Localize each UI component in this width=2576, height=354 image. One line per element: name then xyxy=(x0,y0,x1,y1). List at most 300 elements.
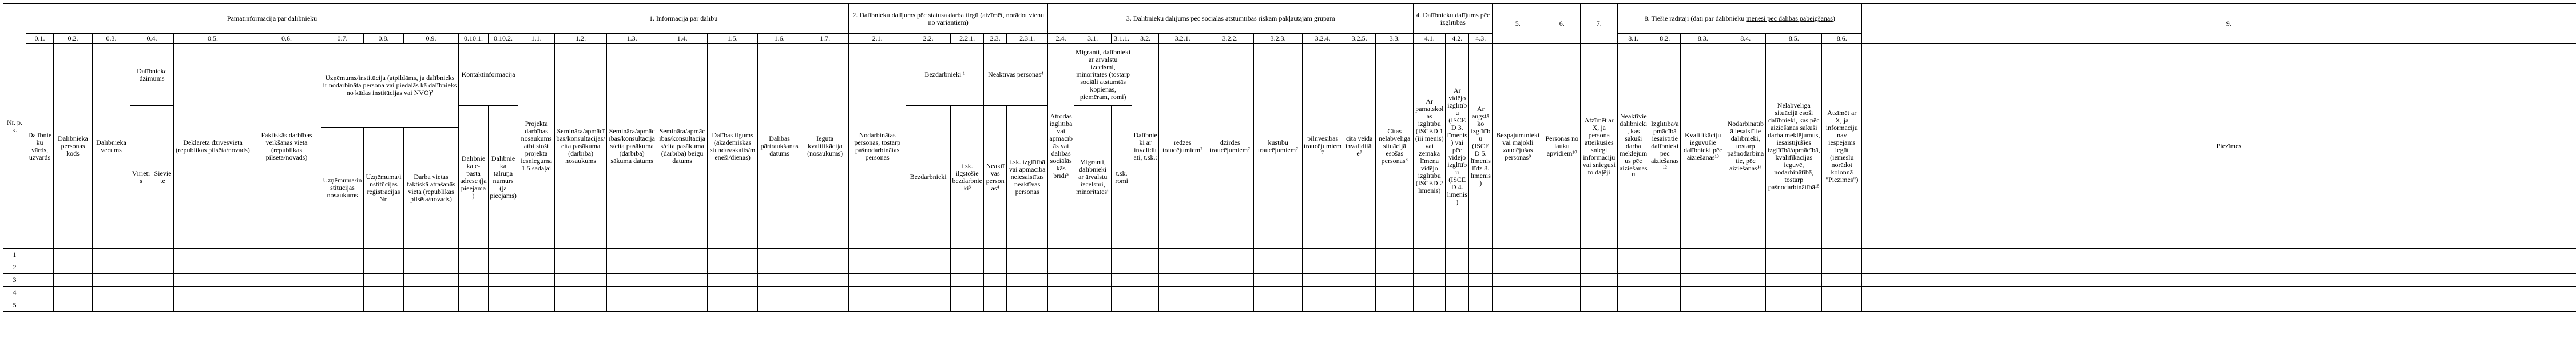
table-cell[interactable] xyxy=(1446,249,1469,261)
table-row xyxy=(3,261,2576,274)
num-3-2-1: 3.2.1. xyxy=(1159,34,1206,44)
table-cell[interactable] xyxy=(1159,287,1206,299)
table-cell[interactable] xyxy=(801,249,849,261)
table-cell[interactable] xyxy=(1048,287,1074,299)
table-cell[interactable] xyxy=(1766,261,1822,274)
num-2-3: 2.3. xyxy=(984,34,1007,44)
table-cell[interactable] xyxy=(364,299,404,312)
table-cell[interactable] xyxy=(1649,287,1681,299)
table-cell[interactable] xyxy=(404,261,459,274)
table-cell[interactable] xyxy=(1343,299,1376,312)
table-cell[interactable] xyxy=(1007,299,1048,312)
num-8-5: 8.5. xyxy=(1766,34,1822,44)
table-cell[interactable] xyxy=(93,274,130,287)
table-cell[interactable] xyxy=(459,299,489,312)
table-cell[interactable] xyxy=(1303,287,1343,299)
table-cell[interactable] xyxy=(54,274,93,287)
table-cell[interactable] xyxy=(174,287,252,299)
table-cell[interactable] xyxy=(1254,249,1303,261)
table-cell[interactable] xyxy=(174,274,252,287)
table-cell[interactable] xyxy=(252,261,321,274)
table-cell[interactable] xyxy=(404,249,459,261)
table-cell[interactable] xyxy=(1725,249,1766,261)
num-8-1: 8.1. xyxy=(1618,34,1649,44)
table-cell[interactable] xyxy=(849,274,906,287)
table-cell[interactable] xyxy=(758,299,801,312)
table-cell[interactable] xyxy=(489,261,518,274)
header-disadvantaged-after: Nelabvēlīgā situācijā esoši dalībnieki, kas pēc aiziešanas sākuši darba meklējumus, iesaistījušies izglītībā/apmācībā, kvalifikācijas ieguvē, nodarbinātībā, tostarp pašnodarbinātībā¹⁵ xyxy=(1766,44,1822,249)
table-cell[interactable] xyxy=(459,274,489,287)
table-cell[interactable] xyxy=(1822,287,1862,299)
table-cell[interactable] xyxy=(1414,299,1446,312)
table-cell[interactable] xyxy=(1446,287,1469,299)
table-cell[interactable] xyxy=(459,261,489,274)
table-cell[interactable] xyxy=(1303,261,1343,274)
header-migrants-sub: Migranti, dalībnieki ar ārvalstu izcelsmi, minoritātes⁶ xyxy=(1074,106,1112,249)
table-cell[interactable] xyxy=(1112,249,1132,261)
table-cell[interactable] xyxy=(906,287,951,299)
table-cell[interactable] xyxy=(321,299,364,312)
table-cell[interactable] xyxy=(1446,274,1469,287)
num-0-1: 0.1. xyxy=(26,34,54,44)
table-cell[interactable] xyxy=(130,287,152,299)
table-cell[interactable] xyxy=(1132,249,1159,261)
table-cell[interactable] xyxy=(1681,274,1725,287)
table-cell[interactable] xyxy=(1862,287,2576,299)
row-number: 2 xyxy=(3,261,26,274)
table-cell[interactable] xyxy=(489,274,518,287)
table-cell[interactable] xyxy=(130,299,152,312)
table-cell[interactable] xyxy=(130,274,152,287)
table-cell[interactable] xyxy=(252,287,321,299)
table-cell[interactable] xyxy=(984,287,1007,299)
table-cell[interactable] xyxy=(404,287,459,299)
table-cell[interactable] xyxy=(1469,261,1493,274)
table-cell[interactable] xyxy=(1725,287,1766,299)
table-cell[interactable] xyxy=(1048,249,1074,261)
table-cell[interactable] xyxy=(849,287,906,299)
table-cell[interactable] xyxy=(1254,299,1303,312)
table-cell[interactable] xyxy=(152,249,174,261)
table-cell[interactable] xyxy=(174,261,252,274)
table-cell[interactable] xyxy=(1159,274,1206,287)
num-2-3-1: 2.3.1. xyxy=(1007,34,1048,44)
table-cell[interactable] xyxy=(518,274,555,287)
table-cell[interactable] xyxy=(174,299,252,312)
table-cell[interactable] xyxy=(1822,299,1862,312)
header-job-seekers-after: Neaktīvie dalībnieki, kas sākuši darba meklējumus pēc aiziešanas¹¹ xyxy=(1618,44,1649,249)
table-cell[interactable] xyxy=(984,261,1007,274)
table-cell[interactable] xyxy=(152,299,174,312)
table-cell[interactable] xyxy=(1074,299,1112,312)
table-cell[interactable] xyxy=(1493,249,1543,261)
table-cell[interactable] xyxy=(1493,274,1543,287)
table-cell[interactable] xyxy=(555,249,607,261)
table-cell[interactable] xyxy=(1618,261,1649,274)
table-cell[interactable] xyxy=(1862,249,2576,261)
group-labour-status: 2. Dalībnieku dalījums pēc statusa darba tirgū (atzīmēt, norādot vienu no variantiem) xyxy=(849,4,1048,34)
table-cell[interactable] xyxy=(801,274,849,287)
table-cell[interactable] xyxy=(1206,287,1254,299)
participant-registry-table-wrapper xyxy=(3,3,2573,347)
num-2-4: 2.4. xyxy=(1048,34,1074,44)
header-refused-info: Atzīmēt ar X, ja persona atteikusies sniegt informāciju vai sniegusi to daļēji xyxy=(1581,44,1618,249)
table-cell[interactable] xyxy=(518,261,555,274)
table-cell[interactable] xyxy=(607,274,657,287)
table-cell[interactable] xyxy=(1862,261,2576,274)
table-cell[interactable] xyxy=(1649,274,1681,287)
header-employment-after: Nodarbinātībā iesaistītie dalībnieki, tostarp pašnodarbinātie, pēc aiziešanas¹⁴ xyxy=(1725,44,1766,249)
table-cell[interactable] xyxy=(1132,261,1159,274)
table-cell[interactable] xyxy=(1048,274,1074,287)
table-cell[interactable] xyxy=(1048,299,1074,312)
table-cell[interactable] xyxy=(1132,274,1159,287)
num-2-2-1: 2.2.1. xyxy=(951,34,984,44)
table-cell[interactable] xyxy=(130,261,152,274)
table-cell[interactable] xyxy=(1303,249,1343,261)
table-cell[interactable] xyxy=(1681,249,1725,261)
table-cell[interactable] xyxy=(1112,274,1132,287)
table-cell[interactable] xyxy=(404,299,459,312)
header-other-disability: cita veida invaliditāte⁷ xyxy=(1343,44,1376,249)
table-cell[interactable] xyxy=(1132,287,1159,299)
table-cell[interactable] xyxy=(489,299,518,312)
table-cell[interactable] xyxy=(1681,299,1725,312)
table-cell[interactable] xyxy=(1543,287,1581,299)
table-cell[interactable] xyxy=(1493,261,1543,274)
table-cell[interactable] xyxy=(951,249,984,261)
table-cell[interactable] xyxy=(364,287,404,299)
table-cell[interactable] xyxy=(1543,299,1581,312)
table-cell[interactable] xyxy=(1343,249,1376,261)
header-employed-persons: Nodarbinātas personas, tostarp pašnodarbinātas personas xyxy=(849,44,906,249)
table-cell[interactable] xyxy=(906,249,951,261)
table-cell[interactable] xyxy=(1254,261,1303,274)
table-cell[interactable] xyxy=(849,261,906,274)
table-cell[interactable] xyxy=(607,261,657,274)
table-cell[interactable] xyxy=(1303,299,1343,312)
row-number: 5 xyxy=(3,299,26,312)
table-cell[interactable] xyxy=(758,249,801,261)
table-cell[interactable] xyxy=(174,249,252,261)
row-number: 1 xyxy=(3,249,26,261)
table-cell[interactable] xyxy=(93,287,130,299)
table-cell[interactable] xyxy=(364,274,404,287)
header-event-name: Semināra/apmācības/konsultācijas/cita pasākuma (darbība) nosaukums xyxy=(555,44,607,249)
group-8-suffix: ) xyxy=(1833,14,1835,22)
table-cell[interactable] xyxy=(130,249,152,261)
table-cell[interactable] xyxy=(951,274,984,287)
table-cell[interactable] xyxy=(1681,287,1725,299)
table-cell[interactable] xyxy=(26,299,54,312)
table-cell[interactable] xyxy=(801,287,849,299)
table-cell[interactable] xyxy=(1469,274,1493,287)
table-cell[interactable] xyxy=(1581,274,1618,287)
table-cell[interactable] xyxy=(1618,299,1649,312)
table-cell[interactable] xyxy=(26,261,54,274)
table-cell[interactable] xyxy=(1112,261,1132,274)
table-cell[interactable] xyxy=(1649,299,1681,312)
table-cell[interactable] xyxy=(906,274,951,287)
table-cell[interactable] xyxy=(1766,287,1822,299)
table-cell[interactable] xyxy=(801,261,849,274)
header-qualification-after: Kvalifikāciju ieguvušie dalībnieki pēc aiziešanas¹³ xyxy=(1681,44,1725,249)
table-cell[interactable] xyxy=(1414,249,1446,261)
header-notes: Piezīmes xyxy=(1862,44,2576,249)
table-cell[interactable] xyxy=(93,299,130,312)
num-2-1: 2.1. xyxy=(849,34,906,44)
table-cell[interactable] xyxy=(1862,274,2576,287)
table-cell[interactable] xyxy=(849,299,906,312)
table-cell[interactable] xyxy=(1007,249,1048,261)
table-cell[interactable] xyxy=(1254,287,1303,299)
header-declared-residence: Deklarētā dzīvesvieta (republikas pilsēta/novads) xyxy=(174,44,252,249)
num-0-4: 0.4. xyxy=(130,34,174,44)
table-cell[interactable] xyxy=(951,261,984,274)
table-cell[interactable] xyxy=(364,249,404,261)
table-row xyxy=(3,299,2576,312)
table-cell[interactable] xyxy=(1581,299,1618,312)
table-cell[interactable] xyxy=(1725,274,1766,287)
num-3-2: 3.2. xyxy=(1132,34,1159,44)
table-cell[interactable] xyxy=(1822,249,1862,261)
table-cell[interactable] xyxy=(906,299,951,312)
header-roma: t.sk. romi xyxy=(1112,106,1132,249)
table-cell[interactable] xyxy=(1618,274,1649,287)
table-cell[interactable] xyxy=(1112,299,1132,312)
table-cell[interactable] xyxy=(54,261,93,274)
table-cell[interactable] xyxy=(708,299,758,312)
table-cell[interactable] xyxy=(657,299,708,312)
table-cell[interactable] xyxy=(1007,287,1048,299)
table-cell[interactable] xyxy=(1376,249,1414,261)
table-cell[interactable] xyxy=(26,274,54,287)
table-cell[interactable] xyxy=(26,249,54,261)
table-cell[interactable] xyxy=(1206,261,1254,274)
table-cell[interactable] xyxy=(252,274,321,287)
table-cell[interactable] xyxy=(1007,274,1048,287)
table-cell[interactable] xyxy=(54,287,93,299)
num-0-10-2: 0.10.2. xyxy=(489,34,518,44)
table-cell[interactable] xyxy=(1376,261,1414,274)
table-cell[interactable] xyxy=(518,287,555,299)
header-long-term-unemployed: t.sk. ilgstošie bezdarbnieki³ xyxy=(951,106,984,249)
table-cell[interactable] xyxy=(1414,274,1446,287)
table-cell[interactable] xyxy=(1766,249,1822,261)
header-activity-location: Faktiskās darbības veikšanas vieta (republikas pilsēta/novads) xyxy=(252,44,321,249)
table-cell[interactable] xyxy=(1725,299,1766,312)
table-cell[interactable] xyxy=(321,287,364,299)
table-cell[interactable] xyxy=(1469,249,1493,261)
table-cell[interactable] xyxy=(1581,261,1618,274)
table-cell[interactable] xyxy=(1159,261,1206,274)
table-cell[interactable] xyxy=(1048,261,1074,274)
table-cell[interactable] xyxy=(518,249,555,261)
table-cell[interactable] xyxy=(984,299,1007,312)
num-4-1: 4.1. xyxy=(1414,34,1446,44)
table-cell[interactable] xyxy=(1074,287,1112,299)
table-cell[interactable] xyxy=(708,249,758,261)
num-0-7: 0.7. xyxy=(321,34,364,44)
table-cell[interactable] xyxy=(459,287,489,299)
header-event-start-date: Semināra/apmācības/konsultācijas/cita pasākuma (darbība) sākuma datums xyxy=(607,44,657,249)
table-cell[interactable] xyxy=(1543,274,1581,287)
table-cell[interactable] xyxy=(1618,287,1649,299)
table-cell[interactable] xyxy=(657,274,708,287)
header-homeless: Bezpajumtnieki vai mājokli zaudējušas personas⁹ xyxy=(1493,44,1543,249)
table-cell[interactable] xyxy=(321,249,364,261)
table-cell[interactable] xyxy=(1469,299,1493,312)
num-8-6: 8.6. xyxy=(1822,34,1862,44)
table-cell[interactable] xyxy=(708,287,758,299)
table-cell[interactable] xyxy=(152,261,174,274)
table-cell[interactable] xyxy=(26,287,54,299)
table-cell[interactable] xyxy=(1822,274,1862,287)
header-workplace-location: Darba vietas faktiskā atrašanās vieta (republikas pilsēta/novads) xyxy=(404,128,459,249)
table-cell[interactable] xyxy=(1581,249,1618,261)
table-cell[interactable] xyxy=(708,274,758,287)
table-cell[interactable] xyxy=(1681,261,1725,274)
table-cell[interactable] xyxy=(906,261,951,274)
table-cell[interactable] xyxy=(1007,261,1048,274)
table-cell[interactable] xyxy=(1112,287,1132,299)
num-0-9: 0.9. xyxy=(404,34,459,44)
num-4-3: 4.3. xyxy=(1469,34,1493,44)
table-cell[interactable] xyxy=(1414,287,1446,299)
table-cell[interactable] xyxy=(1446,299,1469,312)
table-cell[interactable] xyxy=(321,274,364,287)
header-male: Vīrietis xyxy=(130,106,152,249)
table-cell[interactable] xyxy=(93,249,130,261)
table-cell[interactable] xyxy=(1376,287,1414,299)
group-education: 4. Dalībnieku dalījums pēc izglītības xyxy=(1414,4,1493,34)
table-cell[interactable] xyxy=(607,287,657,299)
table-cell[interactable] xyxy=(607,299,657,312)
table-cell[interactable] xyxy=(489,287,518,299)
table-cell[interactable] xyxy=(1543,261,1581,274)
table-cell[interactable] xyxy=(1469,287,1493,299)
table-cell[interactable] xyxy=(1074,274,1112,287)
table-cell[interactable] xyxy=(152,274,174,287)
table-cell[interactable] xyxy=(1493,287,1543,299)
header-inactive-sub: Neaktīvas personas⁴ xyxy=(984,106,1007,249)
table-cell[interactable] xyxy=(1543,249,1581,261)
table-cell[interactable] xyxy=(1074,249,1112,261)
table-cell[interactable] xyxy=(364,261,404,274)
row-number: 3 xyxy=(3,274,26,287)
table-cell[interactable] xyxy=(657,287,708,299)
table-row xyxy=(3,274,2576,287)
table-cell[interactable] xyxy=(1766,274,1822,287)
table-cell[interactable] xyxy=(555,261,607,274)
header-qualification: Iegūtā kvalifikācija (nosaukums) xyxy=(801,44,849,249)
table-cell[interactable] xyxy=(657,249,708,261)
header-mental-impairment: pilnvēsibas traucējumiem⁷ xyxy=(1303,44,1343,249)
table-cell[interactable] xyxy=(152,287,174,299)
participant-registry-table xyxy=(3,3,2576,312)
num-1-3: 1.3. xyxy=(607,34,657,44)
table-cell[interactable] xyxy=(1206,249,1254,261)
table-cell[interactable] xyxy=(459,249,489,261)
group-8-prefix: 8. Tiešie rādītāji (dati par dalībnieku xyxy=(1645,14,1747,22)
table-cell[interactable] xyxy=(1206,299,1254,312)
table-cell[interactable] xyxy=(984,274,1007,287)
table-cell[interactable] xyxy=(252,249,321,261)
table-cell[interactable] xyxy=(849,249,906,261)
table-cell[interactable] xyxy=(951,299,984,312)
table-cell[interactable] xyxy=(1618,249,1649,261)
header-rural-persons: Personas no lauku apvidiem¹⁰ xyxy=(1543,44,1581,249)
table-cell[interactable] xyxy=(1206,274,1254,287)
table-cell[interactable] xyxy=(984,249,1007,261)
table-cell[interactable] xyxy=(54,249,93,261)
table-cell[interactable] xyxy=(54,299,93,312)
table-cell[interactable] xyxy=(1862,299,2576,312)
table-cell[interactable] xyxy=(404,274,459,287)
table-cell[interactable] xyxy=(252,299,321,312)
table-cell[interactable] xyxy=(1343,274,1376,287)
table-cell[interactable] xyxy=(758,274,801,287)
header-female: Sieviete xyxy=(152,106,174,249)
table-cell[interactable] xyxy=(1376,299,1414,312)
group-direct-indicators xyxy=(1618,4,1862,34)
table-cell[interactable] xyxy=(518,299,555,312)
table-cell[interactable] xyxy=(1581,287,1618,299)
table-cell[interactable] xyxy=(1649,249,1681,261)
num-3-3: 3.3. xyxy=(1376,34,1414,44)
table-cell[interactable] xyxy=(1254,274,1303,287)
table-cell[interactable] xyxy=(1159,249,1206,261)
table-cell[interactable] xyxy=(657,261,708,274)
header-personal-code: Dalībnieka personas kods xyxy=(54,44,93,249)
table-cell[interactable] xyxy=(1725,261,1766,274)
header-age: Dalībnieka vecums xyxy=(93,44,130,249)
table-cell[interactable] xyxy=(1446,261,1469,274)
table-cell[interactable] xyxy=(555,274,607,287)
table-cell[interactable] xyxy=(607,249,657,261)
table-cell[interactable] xyxy=(1343,287,1376,299)
table-cell[interactable] xyxy=(1074,261,1112,274)
table-cell[interactable] xyxy=(1132,299,1159,312)
table-cell[interactable] xyxy=(489,249,518,261)
table-cell[interactable] xyxy=(1822,261,1862,274)
table-cell[interactable] xyxy=(555,299,607,312)
group-8-link[interactable]: mēnesi pēc dalības pabeigšanas xyxy=(1746,14,1833,22)
table-cell[interactable] xyxy=(93,261,130,274)
table-cell[interactable] xyxy=(1649,261,1681,274)
table-cell[interactable] xyxy=(708,261,758,274)
table-cell[interactable] xyxy=(1493,299,1543,312)
table-cell[interactable] xyxy=(321,261,364,274)
table-cell[interactable] xyxy=(555,287,607,299)
header-event-end-date: Semināra/apmācības/konsultācijas/cita pasākuma (darbība) beigu datums xyxy=(657,44,708,249)
table-cell[interactable] xyxy=(1766,299,1822,312)
num-0-8: 0.8. xyxy=(364,34,404,44)
table-cell[interactable] xyxy=(951,287,984,299)
table-cell[interactable] xyxy=(758,261,801,274)
table-cell[interactable] xyxy=(801,299,849,312)
table-cell[interactable] xyxy=(1303,274,1343,287)
table-cell[interactable] xyxy=(758,287,801,299)
num-2-2: 2.2. xyxy=(906,34,951,44)
header-in-education: Atrodas izglītībā vai apmācībās vai dalības sociālās kās brīdī⁵ xyxy=(1048,44,1074,249)
header-phone: Dalībnieka tālruņa numurs (ja pieejams) xyxy=(489,106,518,249)
table-cell[interactable] xyxy=(1343,261,1376,274)
table-cell[interactable] xyxy=(1376,274,1414,287)
table-cell[interactable] xyxy=(1414,261,1446,274)
table-cell[interactable] xyxy=(1159,299,1206,312)
num-9: 9. xyxy=(1862,4,2576,44)
